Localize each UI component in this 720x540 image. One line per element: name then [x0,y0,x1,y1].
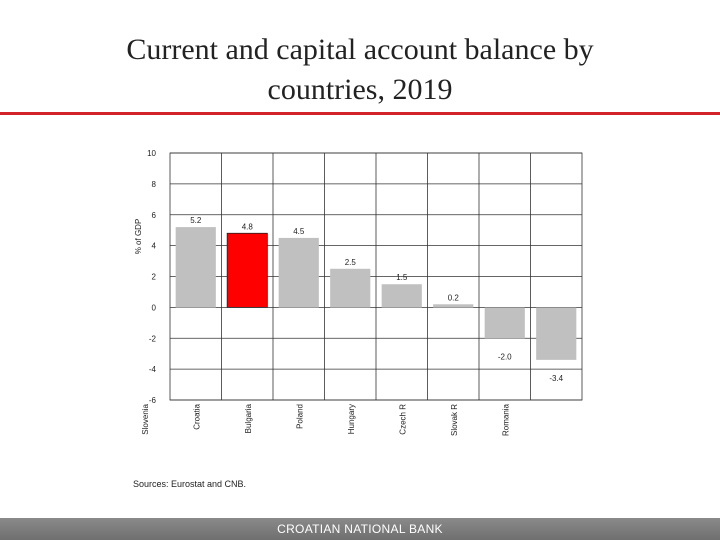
data-label: -2.0 [497,352,512,362]
data-label: 4.8 [241,222,253,232]
y-tick-label: 8 [151,179,156,189]
slide-title-line-2: countries, 2019 [267,73,453,106]
y-tick-label: 0 [151,303,156,313]
bar-bulgaria [279,238,319,307]
bar-slovenia [176,227,216,307]
y-tick-label: 4 [151,241,156,251]
bar-croatia [227,233,267,307]
category-label: Hungary [346,404,356,435]
category-label: Poland [295,404,305,429]
bar-czech-r [433,304,473,307]
data-label: 1.5 [396,273,408,283]
category-label: Slovenia [140,404,150,435]
footer-label: CROATIAN NATIONAL BANK [277,522,443,536]
data-label: 4.5 [293,226,305,236]
data-label: 2.5 [344,257,356,267]
category-label: Croatia [192,404,202,430]
source-note: Sources: Eurostat and CNB. [133,479,247,489]
y-tick-label: 10 [147,149,156,158]
data-label: 0.2 [447,293,459,303]
bar-slovak-r [485,307,525,338]
category-label: Romania [501,404,511,437]
y-tick-label: -6 [148,396,156,405]
slide-title-line-1: Current and capital account balance by [126,33,594,66]
footer-bar [0,518,720,540]
bar-hungary [382,284,422,307]
category-label: Bulgaria [243,404,253,434]
bar-romania [536,307,576,359]
y-tick-label: -2 [148,334,156,344]
y-tick-label: 6 [151,210,156,220]
data-label: 5.2 [190,216,202,226]
y-tick-label: 2 [151,272,156,282]
y-axis-label: % of GDP [134,218,143,255]
data-label: -3.4 [549,373,564,383]
category-label: Czech R [398,404,408,435]
y-tick-label: -4 [148,365,156,375]
category-label: Slovak R [449,404,459,437]
bar-poland [330,269,370,308]
